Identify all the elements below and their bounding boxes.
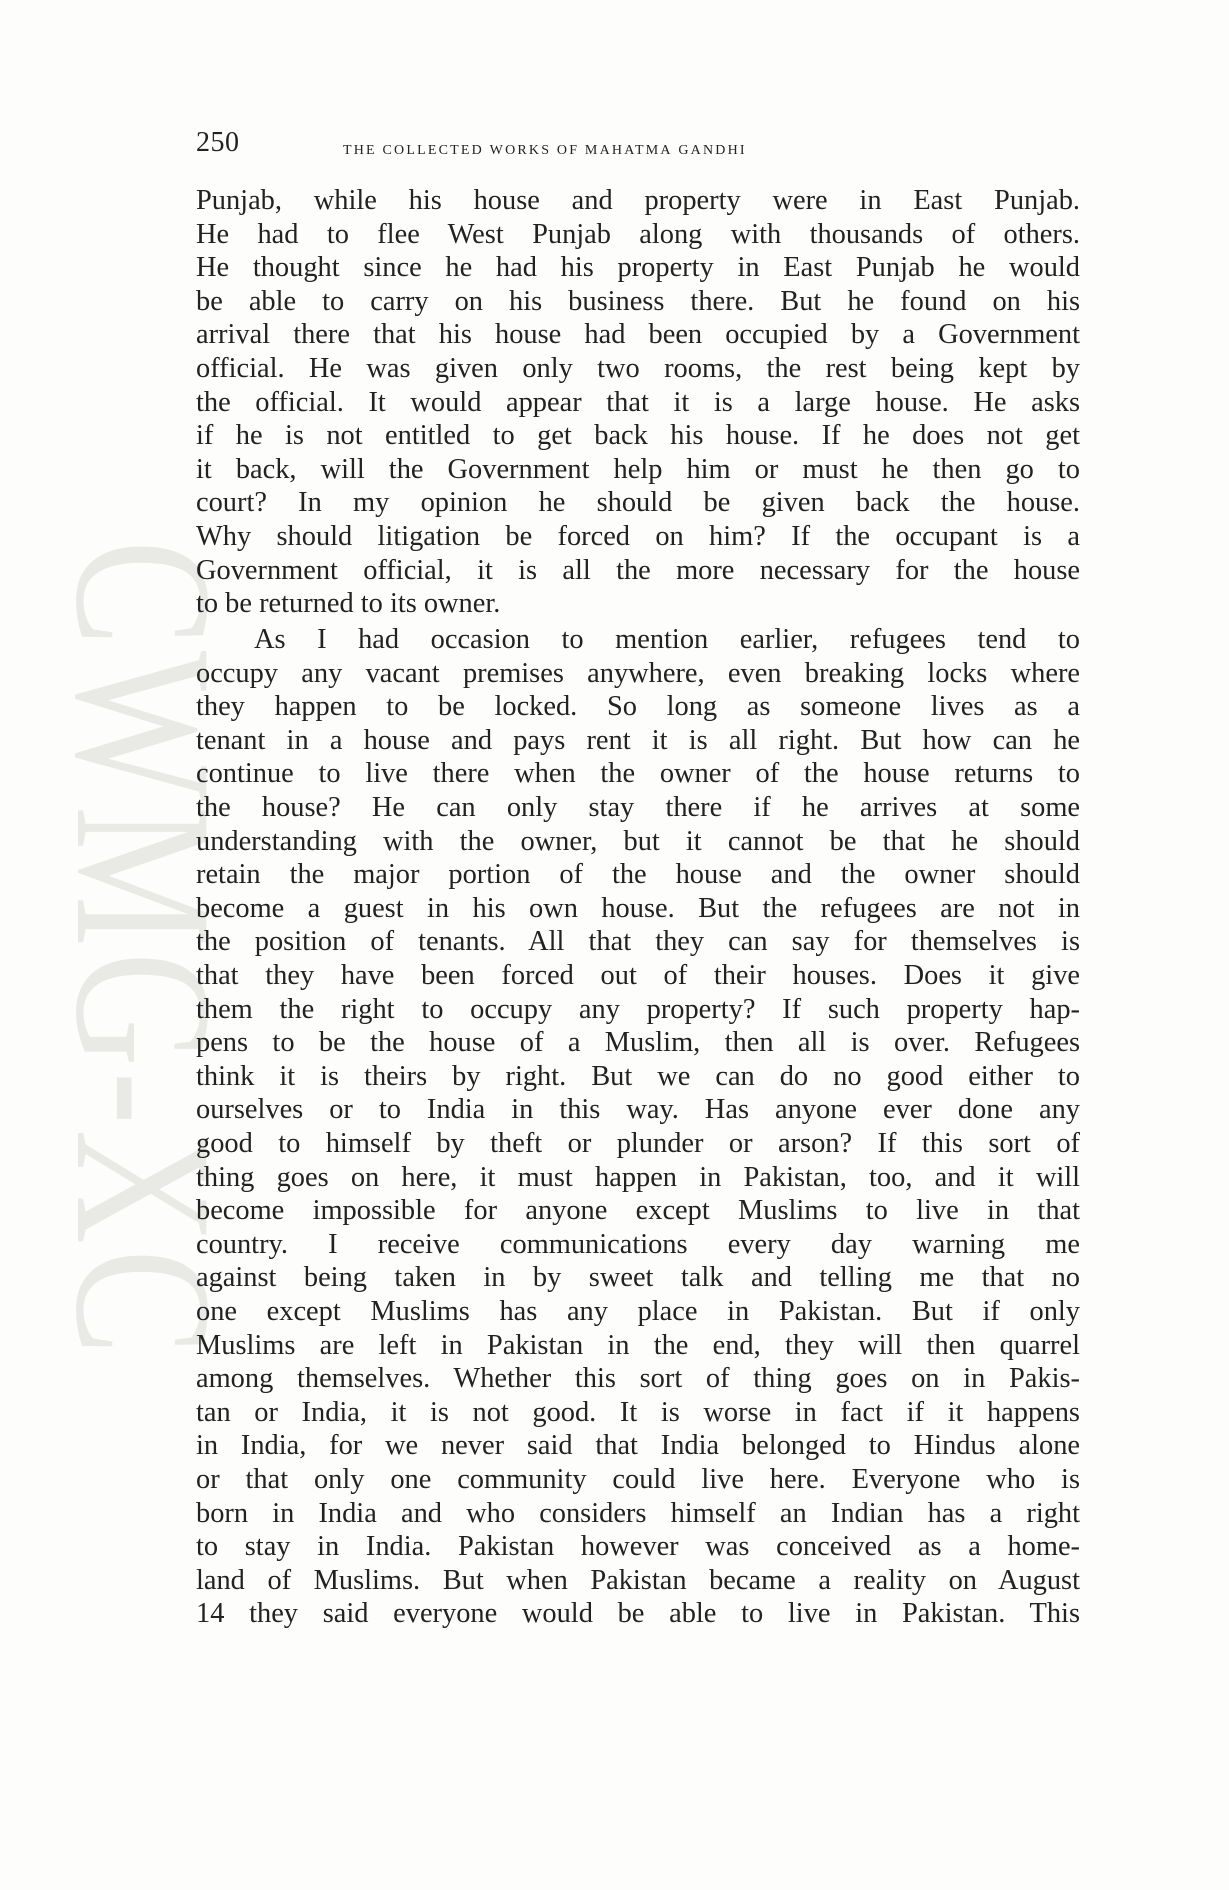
text-line: among themselves. Whether this sort of thing goes on in Pakis- xyxy=(196,1363,1080,1395)
text-line: the house? He can only stay there if he arrives at some xyxy=(196,792,1080,824)
text-line: pens to be the house of a Muslim, then all is over. Refugees xyxy=(196,1027,1080,1059)
text-line: retain the major portion of the house and the owner should xyxy=(196,859,1080,891)
text-line: them the right to occupy any property? If such property hap- xyxy=(196,993,1080,1025)
text-line: become a guest in his own house. But the refugees are not in xyxy=(196,892,1080,924)
body-text xyxy=(196,184,1080,1631)
text-line: if he is not entitled to get back his house. If he does not get xyxy=(196,420,1080,452)
text-line: continue to live there when the owner of the house returns to xyxy=(196,758,1080,790)
text-line: or that only one community could live here. Everyone who is xyxy=(196,1463,1080,1495)
paragraph xyxy=(196,623,1080,1631)
text-line: Why should litigation be forced on him? If the occupant is a xyxy=(196,520,1080,552)
watermark-text: CWMG-XC xyxy=(35,540,252,1552)
text-line: Muslims are left in Pakistan in the end, they will then quarrel xyxy=(196,1329,1080,1361)
text-line: land of Muslims. But when Pakistan became a reality on August xyxy=(196,1564,1080,1596)
text-line: ourselves or to India in this way. Has anyone ever done any xyxy=(196,1094,1080,1126)
text-line: Government official, it is all the more necessary for the house xyxy=(196,554,1080,586)
text-line: thing goes on here, it must happen in Pakistan, too, and it will xyxy=(196,1161,1080,1193)
text-line: He thought since he had his property in East Punjab he would xyxy=(196,252,1080,284)
text-line: one except Muslims has any place in Pakistan. But if only xyxy=(196,1295,1080,1327)
text-line: country. I receive communications every day warning me xyxy=(196,1228,1080,1260)
text-line: 14 they said everyone would be able to live in Pakistan. This xyxy=(196,1598,1080,1630)
text-line: good to himself by theft or plunder or arson? If this sort of xyxy=(196,1128,1080,1160)
text-line: that they have been forced out of their houses. Does it give xyxy=(196,960,1080,992)
text-line: court? In my opinion he should be given back the house. xyxy=(196,487,1080,519)
text-line: think it is theirs by right. But we can do no good either to xyxy=(196,1060,1080,1092)
text-line: they happen to be locked. So long as someone lives as a xyxy=(196,691,1080,723)
text-line: to be returned to its owner. xyxy=(196,588,501,620)
text-line: born in India and who considers himself an Indian has a right xyxy=(196,1497,1080,1529)
text-line: against being taken in by sweet talk and telling me that no xyxy=(196,1262,1080,1294)
text-line: As I had occasion to mention earlier, refugees tend to xyxy=(254,624,1080,656)
text-line: tan or India, it is not good. It is worse in fact if it happens xyxy=(196,1396,1080,1428)
text-line: to stay in India. Pakistan however was conceived as a home- xyxy=(196,1531,1080,1563)
text-line: He had to flee West Punjab along with thousands of others. xyxy=(196,218,1080,250)
text-line: be able to carry on his business there. But he found on his xyxy=(196,285,1080,317)
running-head: the collected works of mahatma gandhi xyxy=(343,137,747,159)
paragraph xyxy=(196,184,1080,621)
text-line: the position of tenants. All that they can say for themselves is xyxy=(196,926,1080,958)
text-line: occupy any vacant premises anywhere, even breaking locks where xyxy=(196,657,1080,689)
text-line: it back, will the Government help him or must he then go to xyxy=(196,453,1080,485)
text-line: arrival there that his house had been occupied by a Government xyxy=(196,319,1080,351)
text-line: become impossible for anyone except Muslims to live in that xyxy=(196,1195,1080,1227)
text-line: tenant in a house and pays rent it is all right. But how can he xyxy=(196,724,1080,756)
page-header xyxy=(196,125,1080,165)
text-line: the official. It would appear that it is a large house. He asks xyxy=(196,386,1080,418)
text-line: in India, for we never said that India belonged to Hindus alone xyxy=(196,1430,1080,1462)
page-number: 250 xyxy=(196,127,240,158)
text-line: Punjab, while his house and property were in East Punjab. xyxy=(196,185,1080,216)
text-line: understanding with the owner, but it cannot be that he should xyxy=(196,825,1080,857)
text-line: official. He was given only two rooms, the rest being kept by xyxy=(196,352,1080,384)
